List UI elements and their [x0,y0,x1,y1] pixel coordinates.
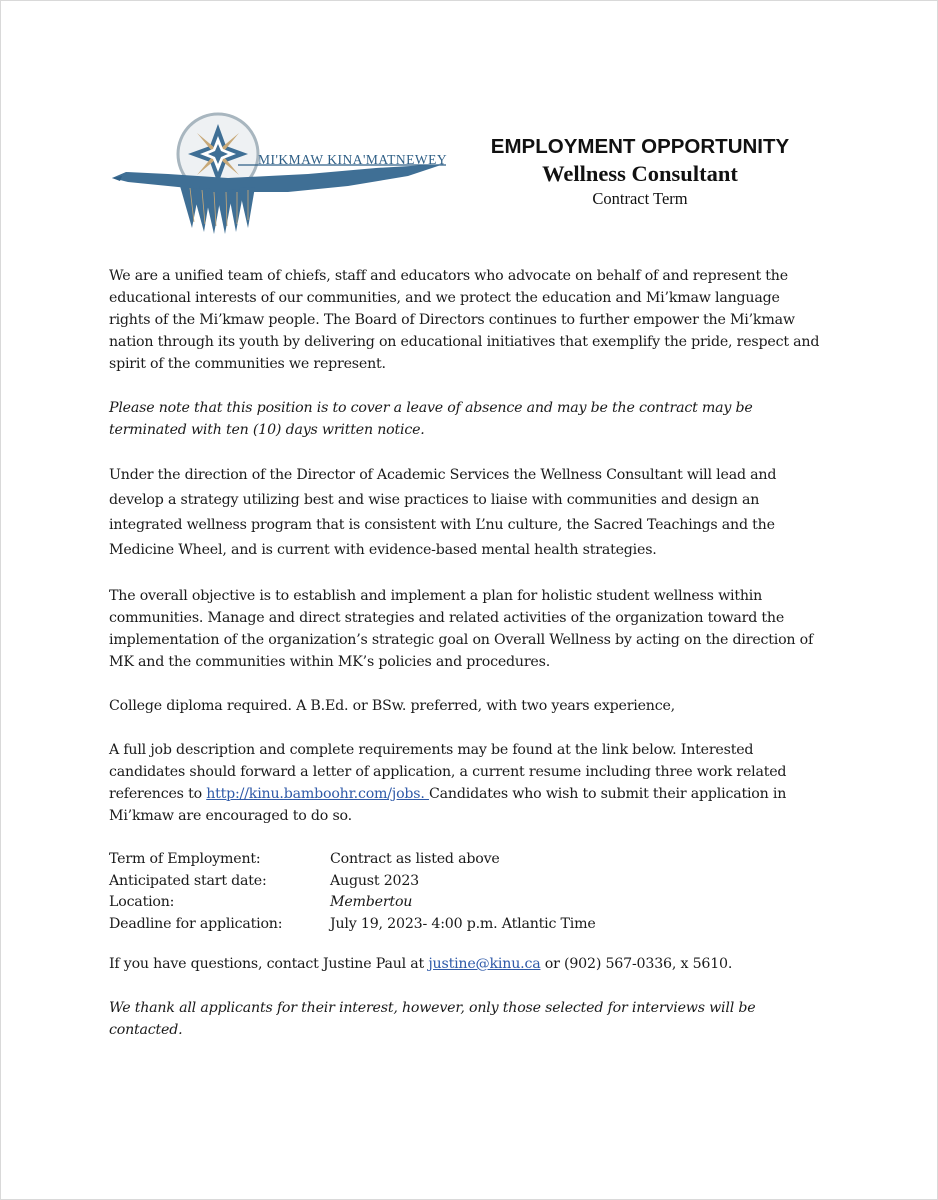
term-label: Anticipated start date: [109,872,267,889]
term-row [109,914,824,936]
document-body [109,265,824,1063]
term-row [109,849,824,871]
role-description: Under the direction of the Director of Academic Services the Wellness Consultant will lead and develop a strategy utilizing best and wise practices to liaise with communities and design an integrated wellness program that is consistent with L’nu culture, the Sacred Teachings and the Medicine Wheel, and is current with evidence-based mental health strategies. [109,467,777,558]
closing-note: We thank all applicants for their interest, however, only those selected for interviews will be contacted. [109,1000,756,1038]
contact-phone: or (902) 567-0336, x 5610. [540,956,733,972]
requirements-paragraph: College diploma required. A B.Ed. or BSw. preferred, with two years experience, [109,698,675,714]
contact-text: If you have questions, contact Justine Paul at [109,956,429,972]
term-value: August 2023 [330,872,420,889]
objective-paragraph: The overall objective is to establish and implement a plan for holistic student wellness within communities. Manage and direct strategies and related activities of the organization toward the implementation of the organization’s strategic goal on Overall Wellness by acting on the direction of MK and the communities within MK’s policies and procedures. [109,588,814,670]
contact-paragraph [109,953,824,975]
logo-wordmark: MI'KMAW KINA'MATNEWEY [258,152,448,167]
application-text: A full job description and complete requirements may be found at the link below. Interested candidates should forward a letter of application, a current resume including three work related references to [109,742,787,802]
contract-type: Contract Term [592,189,688,208]
term-value: Contract as listed above [330,851,500,867]
intro-paragraph: We are a unified team of chiefs, staff and educators who advocate on behalf of and represent the educational interests of our communities, and we protect the education and Mi’kmaw language rights of the Mi’kmaw people. The Board of Directors continues to further empower the Mi’kmaw nation through its youth by delivering on educational initiatives that exemplify the pride, respect and spirit of the communities we represent. [109,268,820,372]
job-title: Wellness Consultant [542,161,738,186]
term-label: Location: [109,894,175,910]
term-value: July 19, 2023- 4:00 p.m. Atlantic Time [330,915,596,932]
contact-email-link[interactable]: justine@kinu.ca [428,956,541,972]
employment-terms [109,849,824,935]
header-title: EMPLOYMENT OPPORTUNITY [490,135,790,158]
term-row [109,871,824,893]
application-paragraph [109,739,824,827]
organization-logo [108,112,450,236]
term-row [109,892,824,914]
application-text-end: Candidates who wish to submit their application in Mi’kmaw are encouraged to do so. [109,786,787,824]
document-header [470,134,810,210]
leave-notice: Please note that this position is to cover a leave of absence and may be the contract may be terminated with ten (10) days written notice. [109,400,753,438]
term-label: Term of Employment: [109,851,261,867]
term-value: Membertou [330,894,413,910]
term-label: Deadline for application: [109,915,283,932]
jobs-link[interactable]: http://kinu.bamboohr.com/jobs. [206,786,429,802]
